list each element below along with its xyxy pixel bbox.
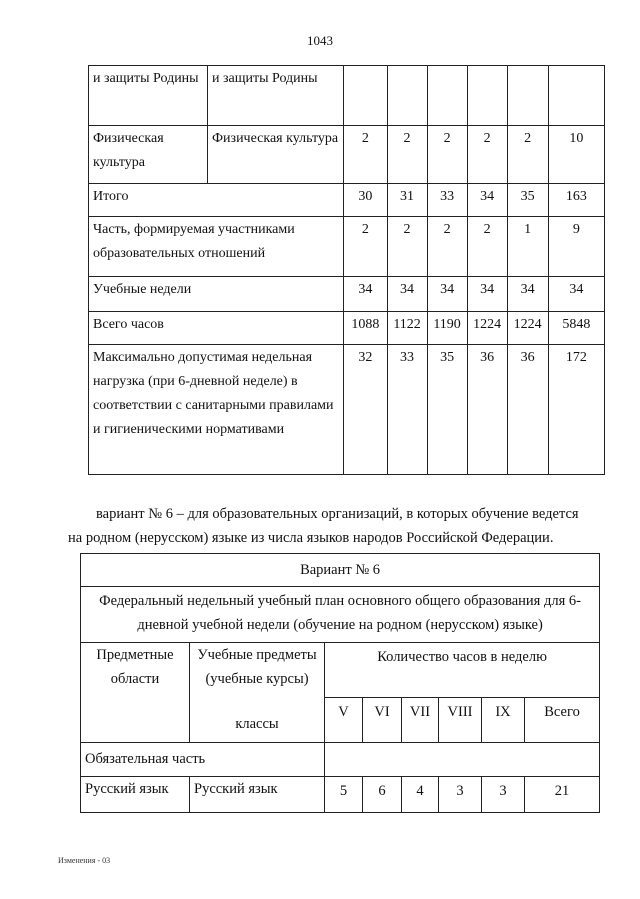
hours-cell: 30: [344, 184, 387, 217]
hours-cell: [387, 66, 427, 126]
hours-cell: 34: [507, 277, 548, 312]
hours-cell: 5: [325, 777, 363, 813]
hours-cell: [344, 66, 387, 126]
hours-cell: 3: [439, 777, 482, 813]
hours-cell: 33: [427, 184, 467, 217]
grade-header: V: [325, 698, 363, 743]
hours-cell: 2: [427, 126, 467, 184]
subject-area-cell: и защиты Родины: [89, 66, 208, 126]
hours-cell: 32: [344, 345, 387, 475]
plan-title: Федеральный недельный учебный план основного общего образования для 6-дневной учебной недели (обучение на родном (нерусском) языке): [81, 587, 600, 643]
hours-cell: 1224: [467, 312, 507, 345]
grade-header: VII: [402, 698, 439, 743]
hours-cell: 33: [387, 345, 427, 475]
hours-cell: 34: [467, 277, 507, 312]
page-number: 1043: [307, 33, 333, 48]
subject-area-cell: Русский язык: [81, 777, 190, 813]
table-row: [89, 126, 605, 184]
hours-cell: 35: [427, 345, 467, 475]
empty-cell: [325, 743, 600, 777]
grade-header: IX: [482, 698, 525, 743]
total-cell: 34: [548, 277, 604, 312]
hours-cell: 34: [387, 277, 427, 312]
table-row: [81, 554, 600, 587]
hours-cell: 1224: [507, 312, 548, 345]
row-label-cell: Максимально допустимая недельная нагрузка (при 6-дневной неделе) в соответствии с санитарными правилами и гигиеническими нормативами: [89, 345, 344, 475]
total-cell: 163: [548, 184, 604, 217]
curriculum-table-continued: [88, 65, 605, 475]
row-label-cell: Всего часов: [89, 312, 344, 345]
grade-header: VI: [363, 698, 402, 743]
subject-area-cell: Физическая культура: [89, 126, 208, 184]
footer-note: Изменения - 03: [58, 856, 111, 865]
row-label-cell: Итого: [89, 184, 344, 217]
paragraph-line: на родном (нерусском) языке из числа языков народов Российской Федерации.: [68, 530, 554, 546]
table-row: [89, 277, 605, 312]
mandatory-part-label: Обязательная часть: [81, 743, 325, 777]
table-row: [81, 643, 600, 698]
hours-cell: 1088: [344, 312, 387, 345]
table-row: [89, 66, 605, 126]
hours-cell: 34: [467, 184, 507, 217]
total-cell: 21: [525, 777, 600, 813]
subject-cell: Русский язык: [190, 777, 325, 813]
row-label-cell: Часть, формируемая участниками образовательных отношений: [89, 217, 344, 277]
table-row: [89, 217, 605, 277]
subjects-header-label: Учебные предметы (учебные курсы): [197, 647, 317, 687]
hours-cell: 34: [344, 277, 387, 312]
hours-cell: 34: [427, 277, 467, 312]
hours-cell: 2: [427, 217, 467, 277]
total-cell: 9: [548, 217, 604, 277]
hours-cell: 1190: [427, 312, 467, 345]
row-label-cell: Учебные недели: [89, 277, 344, 312]
hours-cell: 2: [344, 126, 387, 184]
total-cell: 172: [548, 345, 604, 475]
hours-cell: 2: [344, 217, 387, 277]
total-cell: [548, 66, 604, 126]
column-header-subjects: [190, 643, 325, 743]
hours-cell: [467, 66, 507, 126]
table-row: [89, 312, 605, 345]
total-cell: 10: [548, 126, 604, 184]
variant-description: [68, 502, 610, 550]
table-row: [89, 184, 605, 217]
hours-cell: 36: [507, 345, 548, 475]
hours-cell: 2: [467, 126, 507, 184]
hours-cell: 3: [482, 777, 525, 813]
hours-cell: 35: [507, 184, 548, 217]
grade-header: Всего: [525, 698, 600, 743]
table-row: [89, 345, 605, 475]
paragraph-line: вариант № 6 – для образовательных организаций, в которых обучение ведется: [96, 506, 579, 522]
hours-cell: 1: [507, 217, 548, 277]
hours-cell: [507, 66, 548, 126]
hours-cell: 2: [507, 126, 548, 184]
classes-label: классы: [235, 716, 279, 732]
hours-cell: 31: [387, 184, 427, 217]
hours-cell: 4: [402, 777, 439, 813]
hours-cell: 2: [467, 217, 507, 277]
variant-title: Вариант № 6: [81, 554, 600, 587]
total-cell: 5848: [548, 312, 604, 345]
hours-cell: 1122: [387, 312, 427, 345]
hours-cell: [427, 66, 467, 126]
curriculum-table-variant-6: [80, 553, 600, 813]
table-row: [81, 743, 600, 777]
hours-cell: 6: [363, 777, 402, 813]
column-header-areas: Предметные области: [81, 643, 190, 743]
hours-cell: 2: [387, 126, 427, 184]
table-row: [81, 587, 600, 643]
subject-cell: Физическая культура: [207, 126, 343, 184]
hours-cell: 2: [387, 217, 427, 277]
subject-cell: и защиты Родины: [207, 66, 343, 126]
hours-cell: 36: [467, 345, 507, 475]
column-header-hours: Количество часов в неделю: [325, 643, 600, 698]
grade-header: VIII: [439, 698, 482, 743]
table-row: [81, 777, 600, 813]
